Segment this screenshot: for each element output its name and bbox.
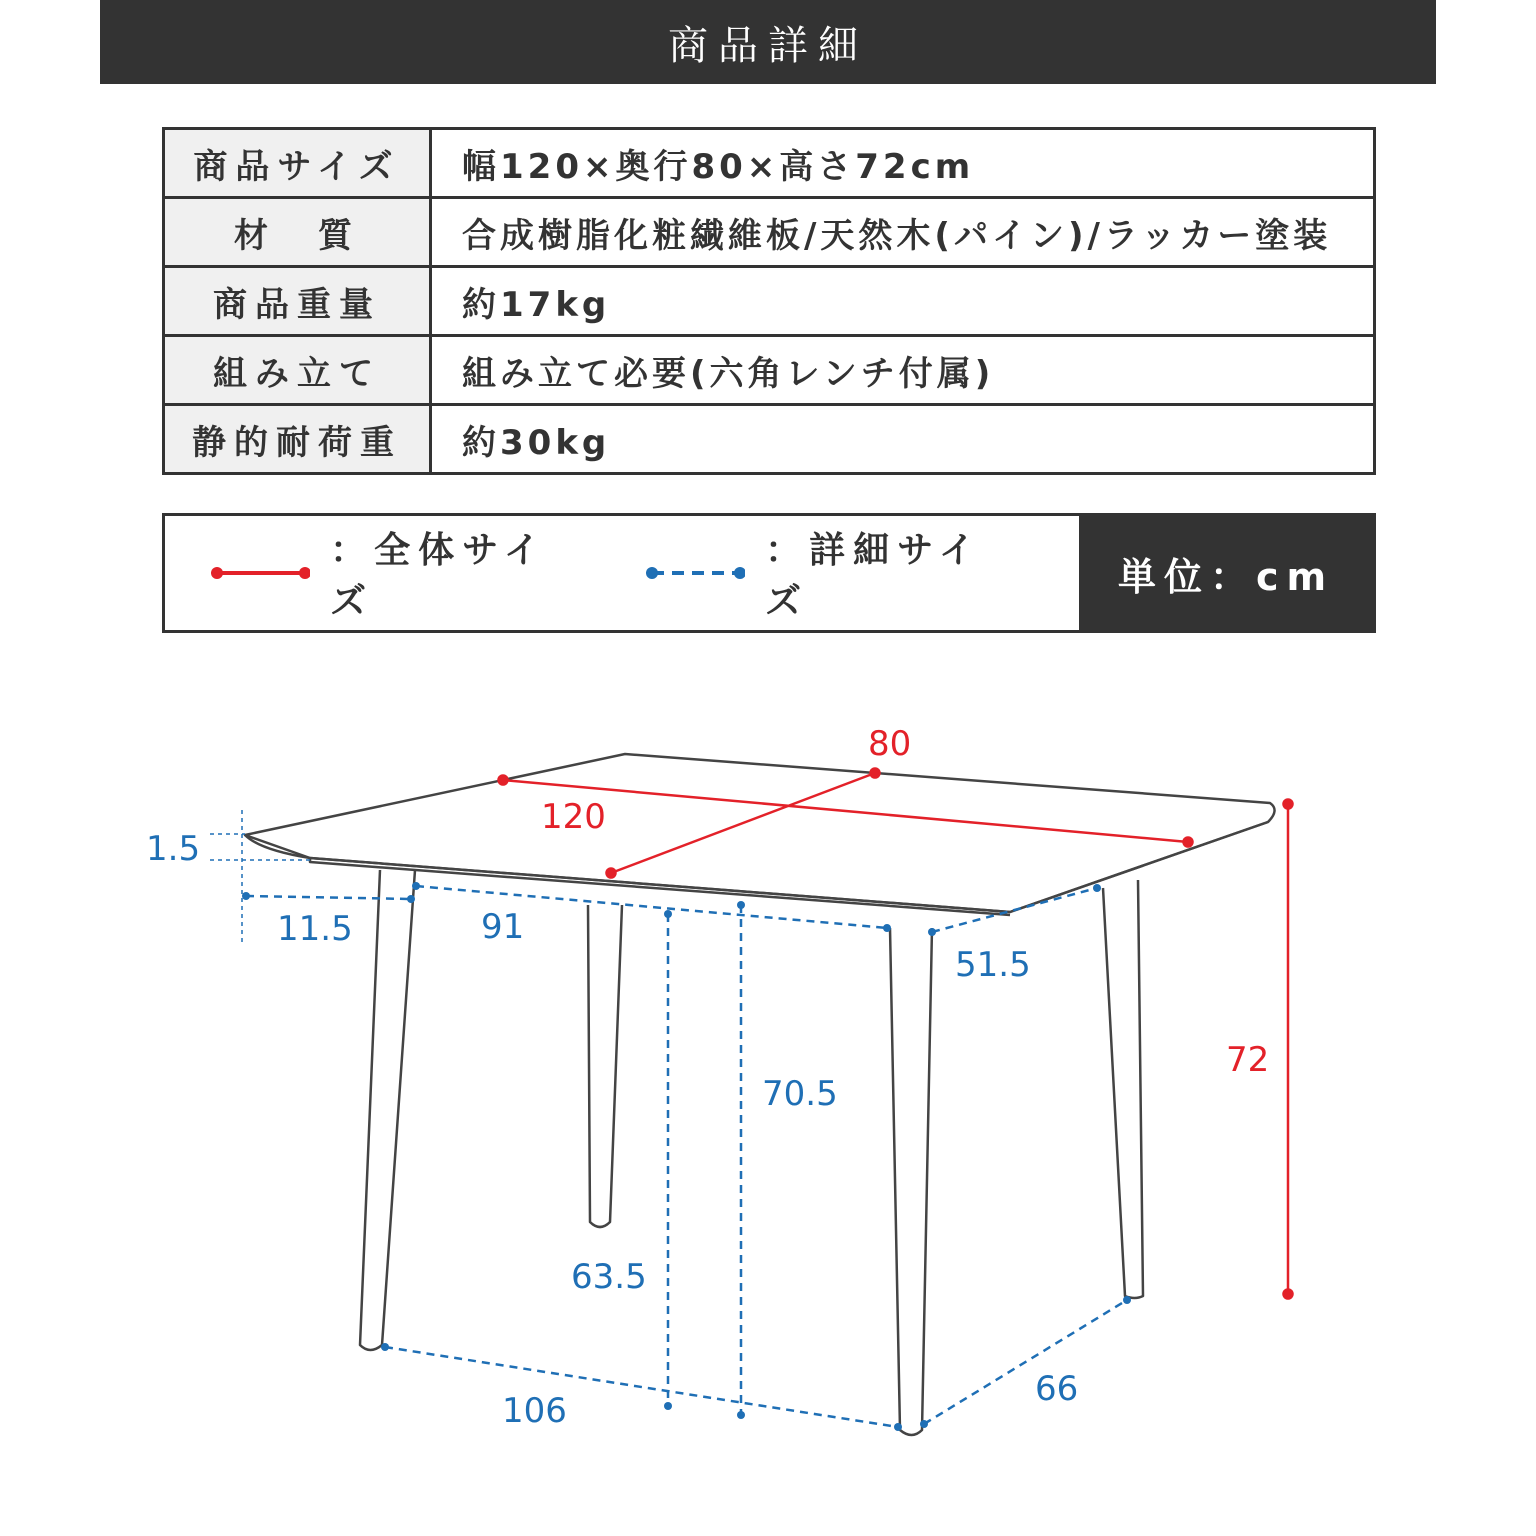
spec-label: 静的耐荷重 (164, 405, 431, 474)
dim-label-top-thickness: 1.5 (146, 829, 201, 869)
legend-overall (209, 522, 584, 624)
legend-detail-label: ：詳細サイズ (765, 530, 983, 622)
dim-line-foot-depth (924, 1300, 1127, 1424)
header-title: 商品詳細 (668, 22, 868, 69)
legend-overall-label: ：全体サイズ (330, 530, 548, 622)
spec-value: 組み立て必要(六角レンチ付属) (431, 336, 1375, 405)
dim-line-foot-width (385, 1347, 898, 1427)
spec-row (164, 405, 1375, 474)
dim-label-foot-depth: 66 (1035, 1369, 1079, 1409)
spec-table (162, 127, 1376, 475)
dim-label-apron-clearance: 63.5 (571, 1257, 647, 1297)
spec-value: 約17kg (431, 267, 1375, 336)
spec-label: 商品重量 (164, 267, 431, 336)
header-bar (100, 0, 1436, 84)
spec-row (164, 198, 1375, 267)
leg-back-left (588, 905, 622, 1227)
table-drawing (245, 754, 1275, 1435)
spec-value: 約30kg (431, 405, 1375, 474)
spec-row (164, 129, 1375, 198)
dim-label-width: 120 (541, 797, 606, 837)
dim-label-inner-depth: 51.5 (955, 945, 1031, 985)
dim-label-foot-width: 106 (502, 1391, 567, 1431)
dim-label-under-clearance: 70.5 (762, 1074, 838, 1114)
spec-value: 合成樹脂化粧繊維板/天然木(パイン)/ラッカー塗装 (431, 198, 1375, 267)
dim-label-height: 72 (1226, 1040, 1270, 1080)
unit-label: 単位：cm (1117, 554, 1335, 599)
dim-label-depth: 80 (868, 724, 912, 764)
table-diagram (0, 640, 1536, 1536)
dashed-line-icon (644, 563, 745, 583)
spec-label: 商品サイズ (164, 129, 431, 198)
unit-box (1079, 516, 1373, 630)
spec-value: 幅120×奥行80×高さ72cm (431, 129, 1375, 198)
spec-row (164, 267, 1375, 336)
table-top (245, 754, 1275, 912)
dim-line-depth (611, 773, 875, 873)
leg-back-right (1103, 880, 1143, 1298)
leg-front-left (360, 870, 415, 1350)
leg-front-right (890, 928, 932, 1435)
spec-label: 材 質 (164, 198, 431, 267)
legend-detail (644, 522, 1019, 624)
dim-line-leg-inset (246, 896, 411, 899)
dim-label-inner-width: 91 (481, 907, 525, 947)
solid-line-icon (209, 563, 310, 583)
spec-row (164, 336, 1375, 405)
legend-items (165, 516, 1079, 630)
detail-dimensions (210, 810, 1127, 1427)
spec-label: 組み立て (164, 336, 431, 405)
legend-box (162, 513, 1376, 633)
dim-label-leg-inset: 11.5 (277, 909, 353, 949)
